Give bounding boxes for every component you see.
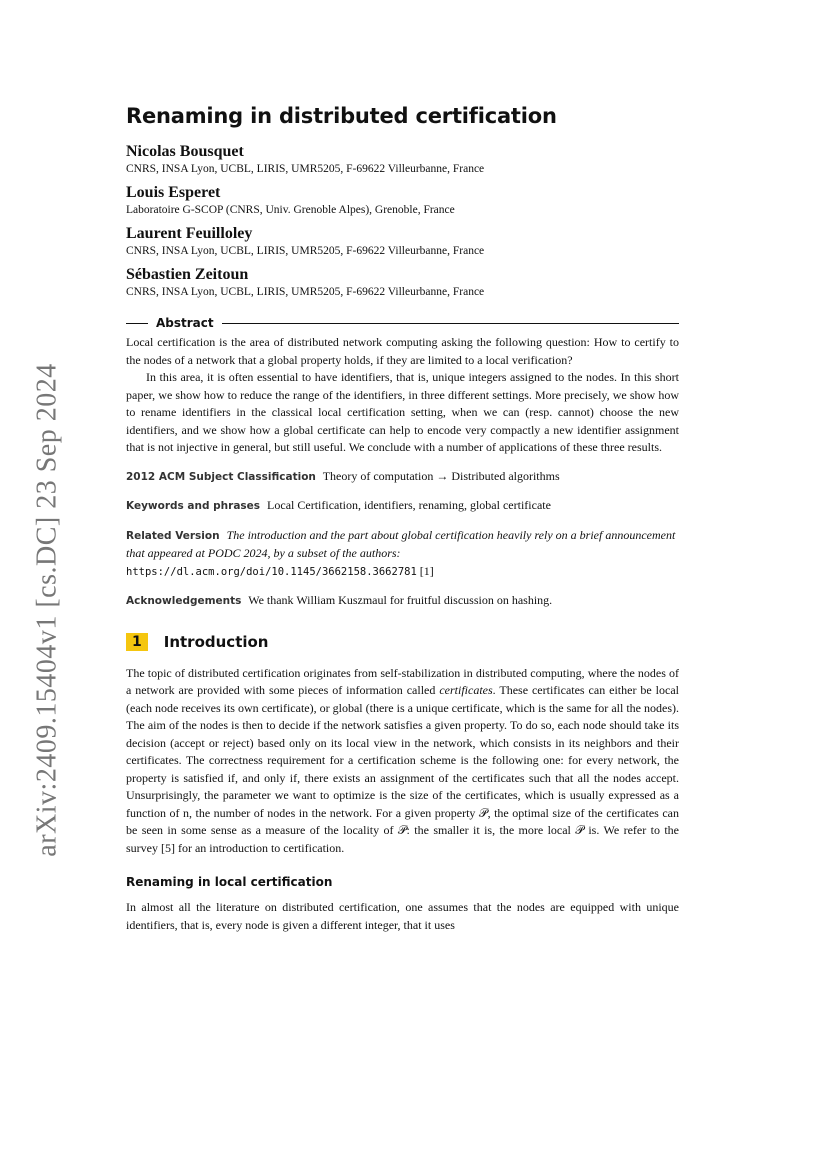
author-name: Laurent Feuilloley	[126, 225, 253, 242]
subsection-paragraph: In almost all the literature on distributed certification, one assumes that the nodes are equipped with unique identifiers, that is, every node is given a different integer, that it uses	[126, 900, 679, 932]
acm-label: 2012 ACM Subject Classification	[126, 470, 316, 483]
abstract-label: Abstract	[156, 316, 214, 330]
section-title: Introduction	[163, 632, 269, 651]
related-label: Related Version	[126, 529, 220, 542]
abstract-paragraph: In this area, it is often essential to have identifiers, that is, unique integers assigned to the nodes. In this short paper, we show how to reduce the range of the identifiers, in three different settings. More precisely, we show how to rename identifiers in the classical local certification setting, when we can (resp. cannot) choose the new identifiers, and we show how a global certificate can help to encode very compactly a new identifier assignment that is not injective in general, but still useful. We conclude with a number of applications of these three results.	[126, 370, 679, 454]
acknowledgements-value: We thank William Kuszmaul for fruitful discussion on hashing.	[248, 593, 553, 607]
paper-page	[126, 104, 679, 934]
author-name: Nicolas Bousquet	[126, 143, 244, 160]
related-ref[interactable]: [1]	[419, 563, 434, 578]
section-heading	[126, 633, 679, 651]
author	[126, 142, 679, 177]
author-list	[126, 142, 679, 300]
author-affiliation: CNRS, INSA Lyon, UCBL, LIRIS, UMR5205, F-69622 Villeurbanne, France	[126, 245, 485, 257]
divider	[222, 323, 679, 324]
subsection-heading: Renaming in local certification	[126, 875, 333, 889]
keywords	[126, 497, 679, 516]
arxiv-side-stamp	[18, 363, 78, 857]
author-name: Sébastien Zeitoun	[126, 266, 249, 283]
related-url-link[interactable]: https://dl.acm.org/doi/10.1145/3662158.3662781	[126, 565, 417, 578]
related-text: The introduction and the part about global certification heavily rely on a brief announcement that appeared at PODC 2024, by a subset of the authors:	[126, 527, 676, 560]
author	[126, 183, 679, 218]
intro-text-end: . These certificates can either be local (each node receives its own certificate), or global (there is a unique certificate, which is the same for all the nodes). The aim of the nodes is then to decide if the network satisfies a given property. To do so, each node should take its decision (accept or reject) based only on its local view in the network, which consists in its neighbors and their certificates. The correctness requirement for a certification scheme is the following one: for every network, the property is satisfied if, and only if, there exists an assignment of the certificates such that all the nodes accept. Unsurprisingly, the parameter we want to optimize is the size of the certificates, which is usually expressed as a function of n, the number of nodes in the network. For a given property 𝒫, the optimal size of the certificates can be seen in some sense as a measure of the locality of 𝒫: the smaller it is, the more local 𝒫 is. We refer to the survey [5] for an introduction to certification.	[126, 683, 679, 855]
section-number: 1	[126, 633, 148, 651]
acm-value: Theory of computation → Distributed algorithms	[322, 468, 560, 483]
abstract-paragraph: Local certification is the area of distributed network computing asking the following question: How to certify to the nodes of a network that a global property holds, if they are limited to a local verification?	[126, 335, 679, 367]
author	[126, 224, 679, 259]
intro-paragraph	[126, 665, 679, 858]
author-affiliation: Laboratoire G-SCOP (CNRS, Univ. Grenoble Alpes), Grenoble, France	[126, 204, 455, 216]
arxiv-id: arXiv:2409.15404v1 [cs.DC] 23 Sep 2024	[32, 363, 63, 857]
keywords-value: Local Certification, identifiers, renaming, global certificate	[267, 498, 551, 512]
keywords-label: Keywords and phrases	[126, 500, 261, 512]
author-name: Louis Esperet	[126, 184, 221, 201]
author-affiliation: CNRS, INSA Lyon, UCBL, LIRIS, UMR5205, F-69622 Villeurbanne, France	[126, 286, 485, 298]
abstract-heading	[126, 316, 679, 330]
divider	[126, 323, 148, 324]
related-version	[126, 527, 679, 582]
paper-title: Renaming in distributed certification	[126, 104, 557, 128]
intro-emphasis: certificates	[439, 683, 493, 697]
acknowledgements-label: Acknowledgements	[126, 595, 242, 607]
acm-classification	[126, 468, 679, 487]
author	[126, 265, 679, 300]
acknowledgements	[126, 592, 679, 611]
intro-text-start: The topic of distributed certification originates from self-stabilization in distributed computing, where the nodes of a network are provided with some pieces of information called	[126, 665, 679, 697]
author-affiliation: CNRS, INSA Lyon, UCBL, LIRIS, UMR5205, F-69622 Villeurbanne, France	[126, 163, 485, 175]
